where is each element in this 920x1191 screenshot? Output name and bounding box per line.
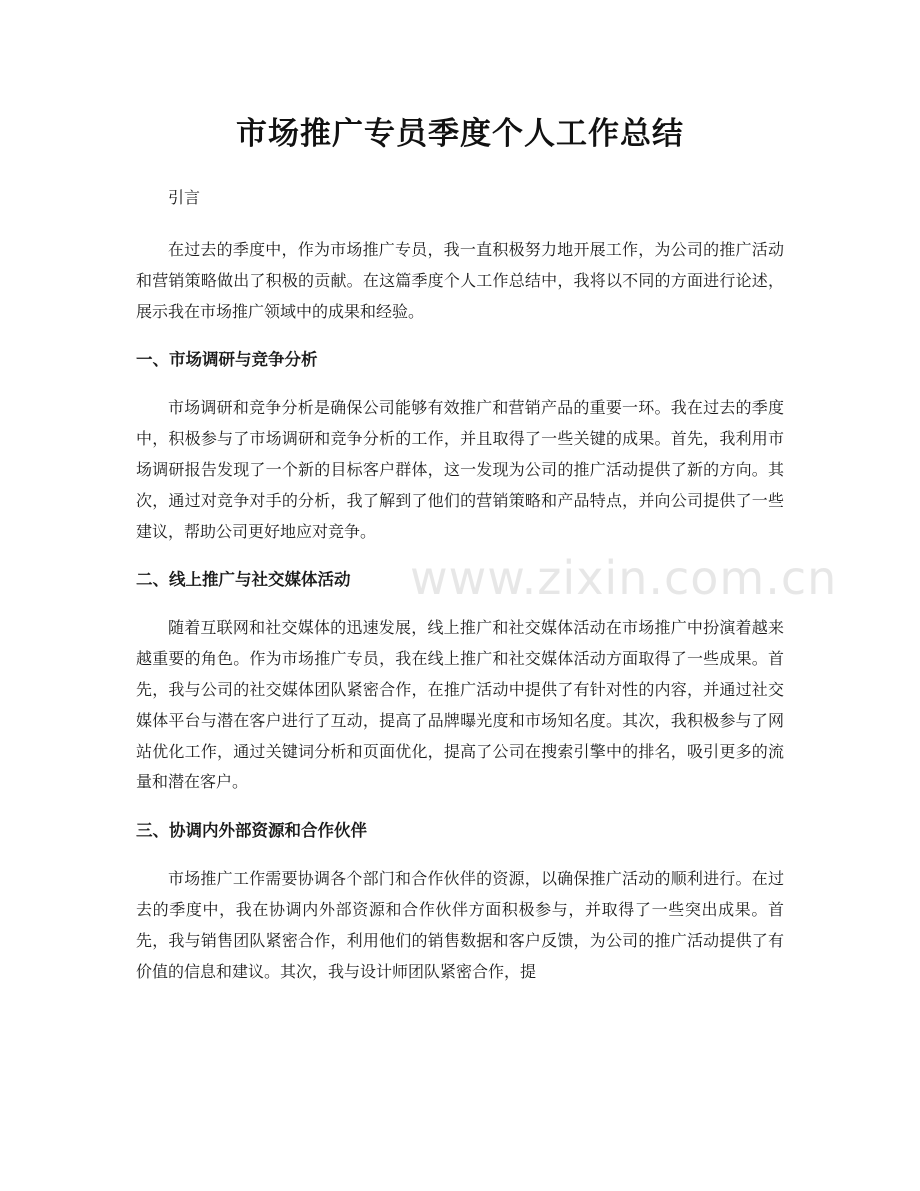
section-paragraph-online-promotion: 随着互联网和社交媒体的迅速发展，线上推广和社交媒体活动在市场推广中扮演着越来越重要的角色。作为市场推广专员，我在线上推广和社交媒体活动方面取得了一些成果。首先，我与公司的社交媒体团队紧密合作，在推广活动中提供了有针对性的内容，并通过社交媒体平台与潜在客户进行了互动，提高了品牌曝光度和市场知名度。其次，我积极参与了网站优化工作，通过关键词分析和页面优化，提高了公司在搜索引擎中的排名，吸引更多的流量和潜在客户。 xyxy=(136,618,784,792)
section-paragraph-resource-coordination: 市场推广工作需要协调各个部门和合作伙伴的资源，以确保推广活动的顺利进行。在过去的季度中，我在协调内外部资源和合作伙伴方面积极参与，并取得了一些突出成果。首先，我与销售团队紧密合作，利用他们的销售数据和客户反馈，为公司的推广活动提供了有价值的信息和建议。其次，我与设计师团队紧密合作，提 xyxy=(136,869,784,981)
intro-paragraph: 在过去的季度中，作为市场推广专员，我一直积极努力地开展工作，为公司的推广活动和营销策略做出了积极的贡献。在这篇季度个人工作总结中，我将以不同的方面进行论述，展示我在市场推广领域中的成果和经验。 xyxy=(136,240,784,321)
section-heading-resource-coordination: 三、协调内外部资源和合作伙伴 xyxy=(136,821,367,841)
section-paragraph-market-research: 市场调研和竞争分析是确保公司能够有效推广和营销产品的重要一环。我在过去的季度中，积极参与了市场调研和竞争分析的工作，并且取得了一些关键的成果。首先，我利用市场调研报告发现了一个新的目标客户群体，这一发现为公司的推广活动提供了新的方向。其次，通过对竞争对手的分析，我了解到了他们的营销策略和产品特点，并向公司提供了一些建议，帮助公司更好地应对竞争。 xyxy=(136,398,784,541)
document-body xyxy=(136,180,784,987)
document-title: 市场推广专员季度个人工作总结 xyxy=(236,116,684,152)
watermark: www.zixin.com.cn xyxy=(410,551,838,605)
intro-label: 引言 xyxy=(168,188,201,207)
section-heading-market-research: 一、市场调研与竞争分析 xyxy=(136,350,318,370)
section-heading-online-promotion: 二、线上推广与社交媒体活动 xyxy=(136,570,351,590)
